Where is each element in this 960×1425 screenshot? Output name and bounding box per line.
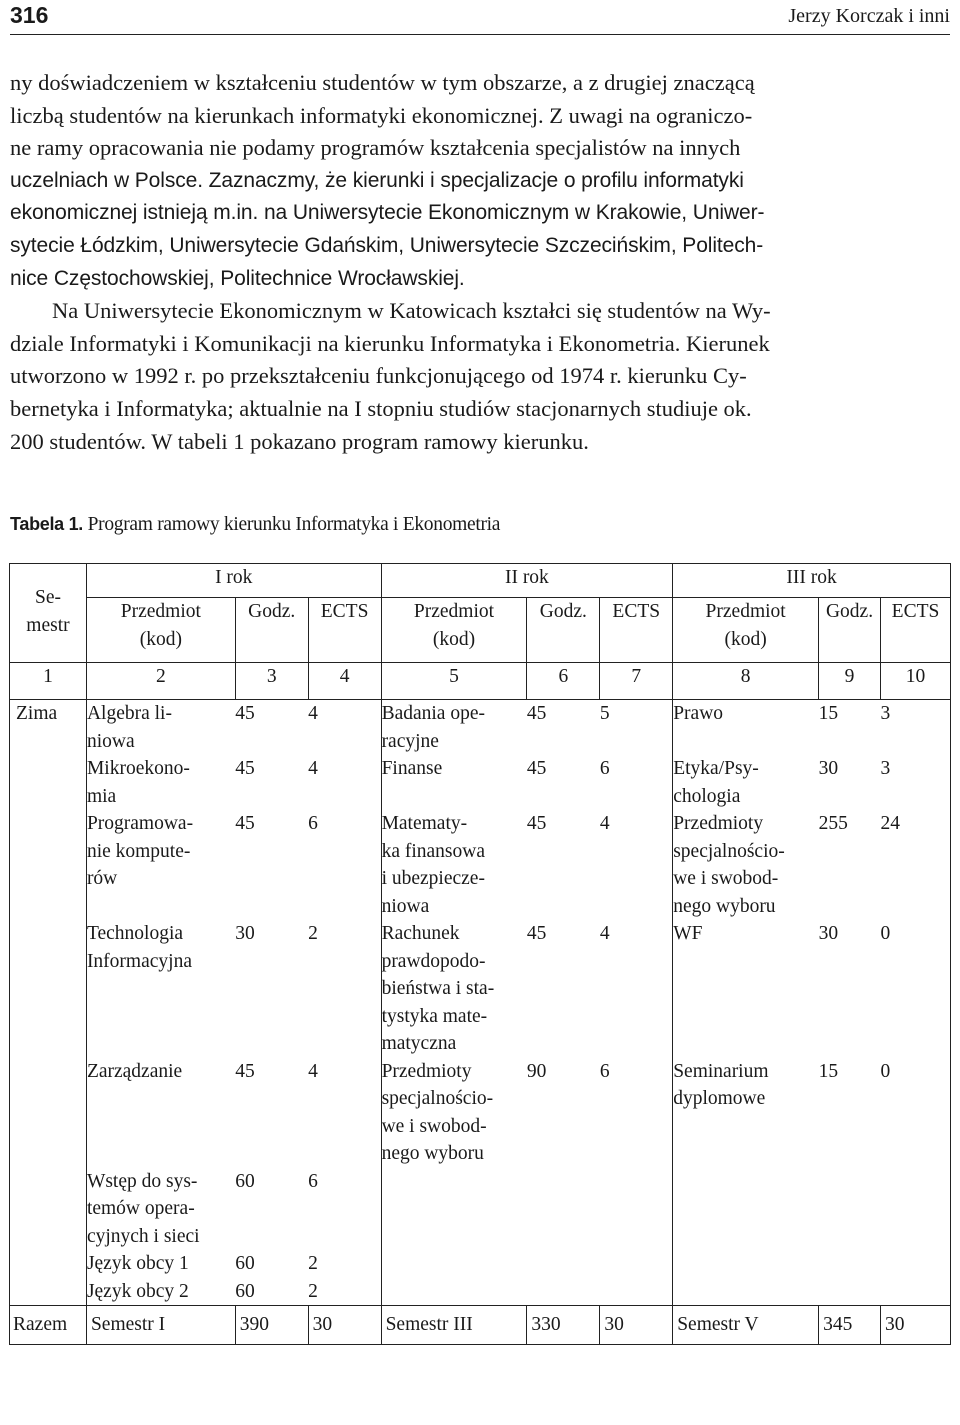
hours-cell: 45 [526,758,547,779]
subject-cell: Przedmioty specjalnościo- we i swobod- nego wyboru [673,810,819,920]
body-line: sytecie Łódzkim, Uniwersytecie Gdańskim, Uniwersytecie Szczecińskim, Politech- [10,233,764,257]
hours-cell: 255 [818,813,848,834]
hours-cell: 30 [818,923,839,944]
hours-cell [527,1168,600,1251]
hours-header: Godz. [819,598,881,663]
column-number: 6 [527,663,600,700]
total-cell: 30 [308,1306,381,1345]
table-caption-label: Tabela 1. [10,514,84,534]
table-row [10,1278,951,1306]
ects-cell: 24 [881,810,951,920]
total-cell: Semestr III [381,1306,527,1345]
hours-cell: 60 [235,1170,255,1192]
ects-cell: 3 [881,755,951,810]
hours-cell: 90 [526,1060,547,1082]
hours-header: Godz. [235,598,308,663]
table-row [10,755,951,810]
ects-cell: 4 [308,758,318,779]
hours-cell: 60 [235,1253,255,1274]
subject-cell: Język obcy 2 [86,1278,235,1306]
hours-cell [819,1168,881,1251]
body-line: ne ramy opracowania nie podamy programów kształcenia specjalistów na innych [10,135,741,161]
body-line: liczbą studentów na kierunkach informatyki ekonomicznej. Z uwagi na ograniczo- [10,102,753,128]
subject-cell: WF [673,920,819,1058]
subject-cell: Algebra li- niowa [86,700,235,756]
hours-cell: 45 [526,923,547,944]
ects-cell: 4 [308,1060,318,1082]
table-header-row-columns [10,598,951,663]
subject-cell: Etyka/Psy- chologia [673,755,819,810]
subject-code-header: Przedmiot (kod) [86,598,235,663]
table-row [10,700,951,756]
subject-cell: Badania ope- racyjne [381,700,527,756]
ects-cell: 4 [599,813,610,834]
total-cell: 30 [881,1306,951,1345]
total-cell: Semestr V [673,1306,819,1345]
total-cell: 345 [819,1306,881,1345]
column-number: 10 [881,663,951,700]
ects-cell: 0 [881,1058,951,1168]
hours-cell [527,1250,600,1278]
hours-cell: 45 [235,758,255,779]
hours-cell: 45 [526,813,547,834]
subject-cell: Wstęp do sys- temów opera- cyjnych i sieci [86,1168,235,1251]
semestr-header: Se- mestr [10,564,87,663]
ects-cell: 4 [599,923,610,944]
subject-cell [381,1168,527,1251]
column-number: 2 [86,663,235,700]
subject-cell [673,1168,819,1251]
subject-code-header: Przedmiot (kod) [673,598,819,663]
page-number: 316 [10,2,49,28]
column-number: 9 [819,663,881,700]
total-cell: 30 [600,1306,673,1345]
table-row [10,1058,951,1168]
hours-cell: 15 [818,1060,839,1082]
subject-cell [381,1250,527,1278]
subject-cell: Matematy- ka finansowa i ubezpiecze- niowa [381,810,527,920]
ects-cell: 6 [599,758,610,779]
running-head: Jerzy Korczak i inni [788,5,950,27]
body-line: nice Częstochowskiej, Politechnice Wrocławskiej. [10,266,465,290]
body-line: dziale Informatyki i Komunikacji na kierunku Informatyka i Ekonometria. Kierunek [10,330,770,356]
subject-cell [673,1278,819,1306]
body-line: uczelniach w Polsce. Zaznaczmy, że kierunki i specjalizacje o profilu informatyki [10,168,744,192]
subject-cell: Przedmioty specjalnościo- we i swobod- nego wyboru [381,1058,527,1168]
ects-cell: 2 [308,1280,318,1302]
page-header [10,0,950,34]
subject-cell: Programowa- nie kompute- rów [86,810,235,920]
body-line: 200 studentów. W tabeli 1 pokazano program ramowy kierunku. [10,428,589,454]
ects-header: ECTS [308,598,381,663]
table-row [10,920,951,1058]
subject-cell: Finanse [381,755,527,810]
body-line: utworzono w 1992 r. po przekształceniu funkcjonującego od 1974 r. kierunku Cy- [10,363,747,389]
ects-cell: 2 [308,923,318,944]
hours-header: Godz. [527,598,600,663]
hours-cell: 30 [235,923,255,944]
body-line: ekonomicznej istnieją m.in. na Uniwersytecie Ekonomicznym w Krakowie, Uniwer- [10,201,765,225]
subject-cell [381,1278,527,1306]
table-row [10,1168,951,1251]
hours-cell: 30 [818,758,839,779]
table-caption [10,514,500,536]
total-cell: 390 [235,1306,308,1345]
ects-cell [600,1250,673,1278]
column-number: 8 [673,663,819,700]
ects-cell: 6 [599,1060,610,1082]
subject-code-header: Przedmiot (kod) [381,598,527,663]
body-line: ny doświadczeniem w kształceniu studentów w tym obszarze, a z drugiej znaczącą [10,70,755,95]
total-row [10,1306,951,1345]
table-header-row-years [10,564,951,598]
ects-cell: 5 [599,703,610,724]
total-cell: 330 [527,1306,600,1345]
ects-cell: 2 [308,1253,318,1274]
subject-cell [673,1250,819,1278]
column-number: 3 [235,663,308,700]
year-header-2: II rok [381,564,673,598]
hours-cell [819,1278,881,1306]
ects-cell [881,1278,951,1306]
year-header-3: III rok [673,564,951,598]
body-line: Na Uniwersytecie Ekonomicznym w Katowicach kształci się studentów na Wy- [52,298,771,324]
subject-cell: Rachunek prawdopodo- bieństwa i sta- tystyka mate- matyczna [381,920,527,1058]
column-number: 5 [381,663,527,700]
column-number: 1 [10,663,87,700]
ects-cell [881,1168,951,1251]
ects-header: ECTS [881,598,951,663]
program-table [9,563,951,1345]
body-text [10,67,950,458]
ects-cell [600,1278,673,1306]
subject-cell: Język obcy 1 [86,1250,235,1278]
ects-cell: 6 [308,1170,318,1192]
ects-cell [881,1250,951,1278]
column-numbers-row [10,663,951,700]
table-caption-text: Program ramowy kierunku Informatyka i Ekonometria [83,514,501,535]
semester-cell: Zima [10,700,87,1306]
column-number: 4 [308,663,381,700]
body-line: bernetyka i Informatyka; aktualnie na I stopniu studiów stacjonarnych studiuje ok. [10,395,752,421]
ects-cell: 6 [308,813,318,834]
total-cell: Semestr I [86,1306,235,1345]
hours-cell: 45 [235,1060,255,1082]
subject-cell: Prawo [673,700,819,756]
table-row [10,810,951,920]
ects-cell: 0 [881,920,951,1058]
table-row [10,1250,951,1278]
year-header-1: I rok [86,564,381,598]
ects-cell: 3 [881,700,951,756]
hours-cell: 60 [235,1280,255,1302]
subject-cell: Technologia Informacyjna [86,920,235,1058]
hours-cell [819,1250,881,1278]
column-number: 7 [600,663,673,700]
ects-header: ECTS [600,598,673,663]
hours-cell: 15 [818,703,839,724]
header-rule [10,34,950,35]
ects-cell [600,1168,673,1251]
hours-cell: 45 [526,703,547,724]
total-label: Razem [10,1306,87,1345]
hours-cell: 45 [235,813,255,834]
hours-cell [527,1278,600,1306]
hours-cell: 45 [235,703,255,724]
subject-cell: Zarządzanie [86,1058,235,1168]
subject-cell: Mikroekono- mia [86,755,235,810]
subject-cell: Seminarium dyplomowe [673,1058,819,1168]
ects-cell: 4 [308,703,318,724]
